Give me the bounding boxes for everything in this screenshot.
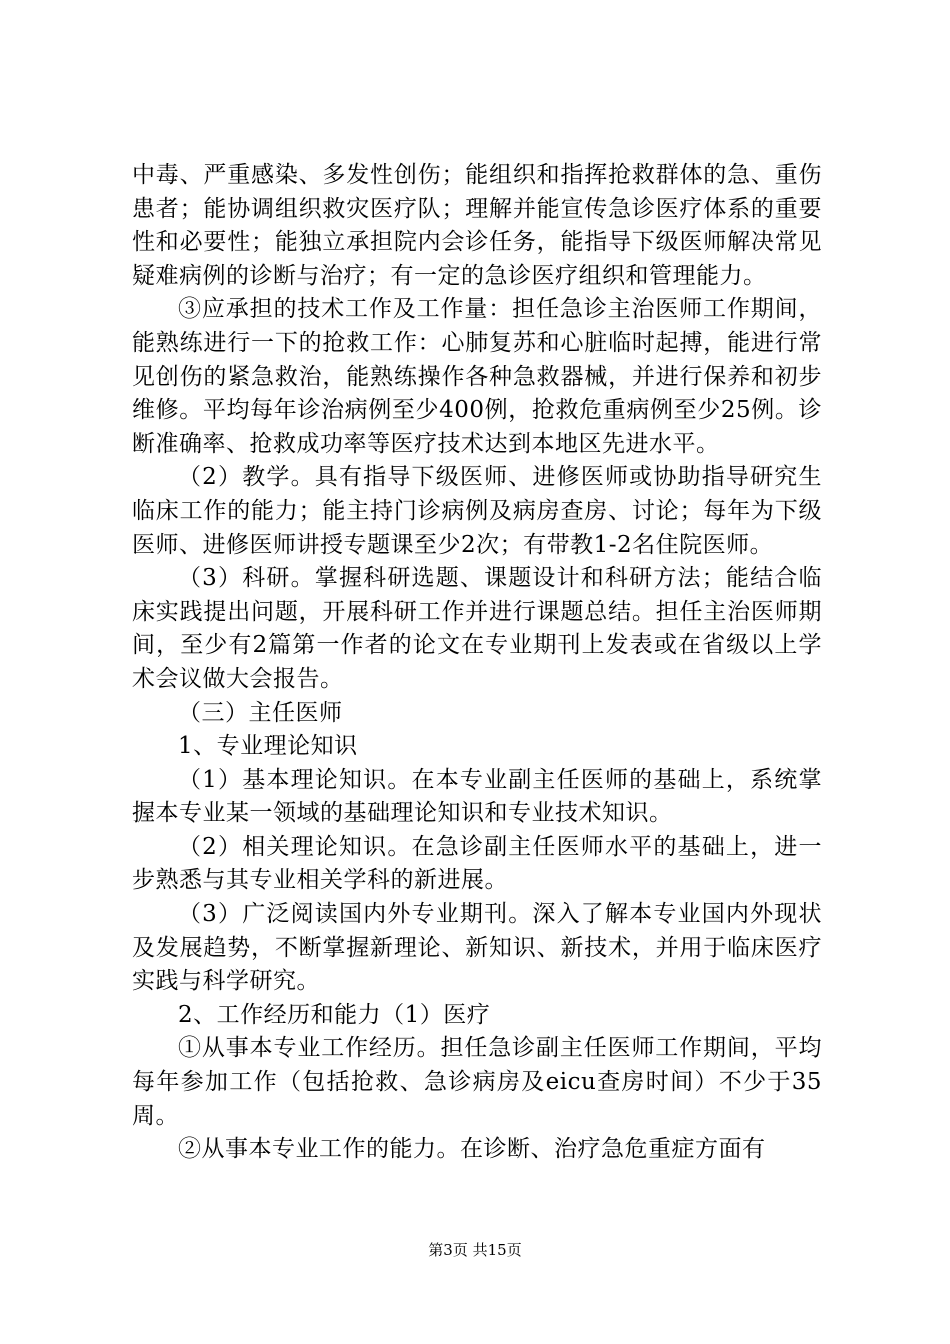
paragraph-1: 中毒、严重感染、多发性创伤；能组织和指挥抢救群体的急、重伤患者；能协调组织救灾医疗队；理解并能宣传急诊医疗体系的重要性和必要性；能独立承担院内会诊任务，能指导下级医师解决常见疑难病例的诊断与治疗；有一定的急诊医疗组织和管理能力。 <box>132 162 822 289</box>
paragraph-9: ②从事本专业工作的能力。在诊断、治疗急危重症方面有 <box>178 1136 766 1163</box>
paragraph-4: （3）科研。掌握科研选题、课题设计和科研方法；能结合临床实践提出问题，开展科研工作并进行课题总结。担任主治医师期间，至少有2篇第一作者的论文在专业期刊上发表或在省级以上学术会议做大会报告。 <box>132 565 822 692</box>
page-footer: 第3页 共15页 <box>428 1241 522 1259</box>
paragraph-7: （3）广泛阅读国内外专业期刊。深入了解本专业国内外现状及发展趋势，不断掌握新理论、新知识、新技术，并用于临床医疗实践与科学研究。 <box>132 901 822 995</box>
paragraph-8: ①从事本专业工作经历。担任急诊副主任医师工作期间，平均每年参加工作（包括抢救、急诊病房及eicu查房时间）不少于35周。 <box>132 1035 822 1129</box>
paragraph-6: （2）相关理论知识。在急诊副主任医师水平的基础上，进一步熟悉与其专业相关学科的新进展。 <box>132 833 822 894</box>
subsection-heading-1: 1、专业理论知识 <box>178 733 358 760</box>
paragraph-2: ③应承担的技术工作及工作量：担任急诊主治医师工作期间，能熟练进行一下的抢救工作：心肺复苏和心脏临时起搏，能进行常见创伤的紧急救治，能熟练操作各种急救器械，并进行保养和初步维修。平均每年诊治病例至少400例，抢救危重病例至少25例。诊断准确率、抢救成功率等医疗技术达到本地区先进水平。 <box>132 296 822 457</box>
paragraph-5: （1）基本理论知识。在本专业副主任医师的基础上，系统掌握本专业某一领域的基础理论知识和专业技术知识。 <box>132 766 822 827</box>
subsection-heading-2: 2、工作经历和能力（1）医疗 <box>178 1001 491 1028</box>
section-heading: （三）主任医师 <box>178 699 343 726</box>
document-body <box>132 159 822 1167</box>
paragraph-3: （2）教学。具有指导下级医师、进修医师或协助指导研究生临床工作的能力；能主持门诊病例及病房查房、讨论；每年为下级医师、进修医师讲授专题课至少2次；有带教1-2名住院医师。 <box>132 464 822 558</box>
